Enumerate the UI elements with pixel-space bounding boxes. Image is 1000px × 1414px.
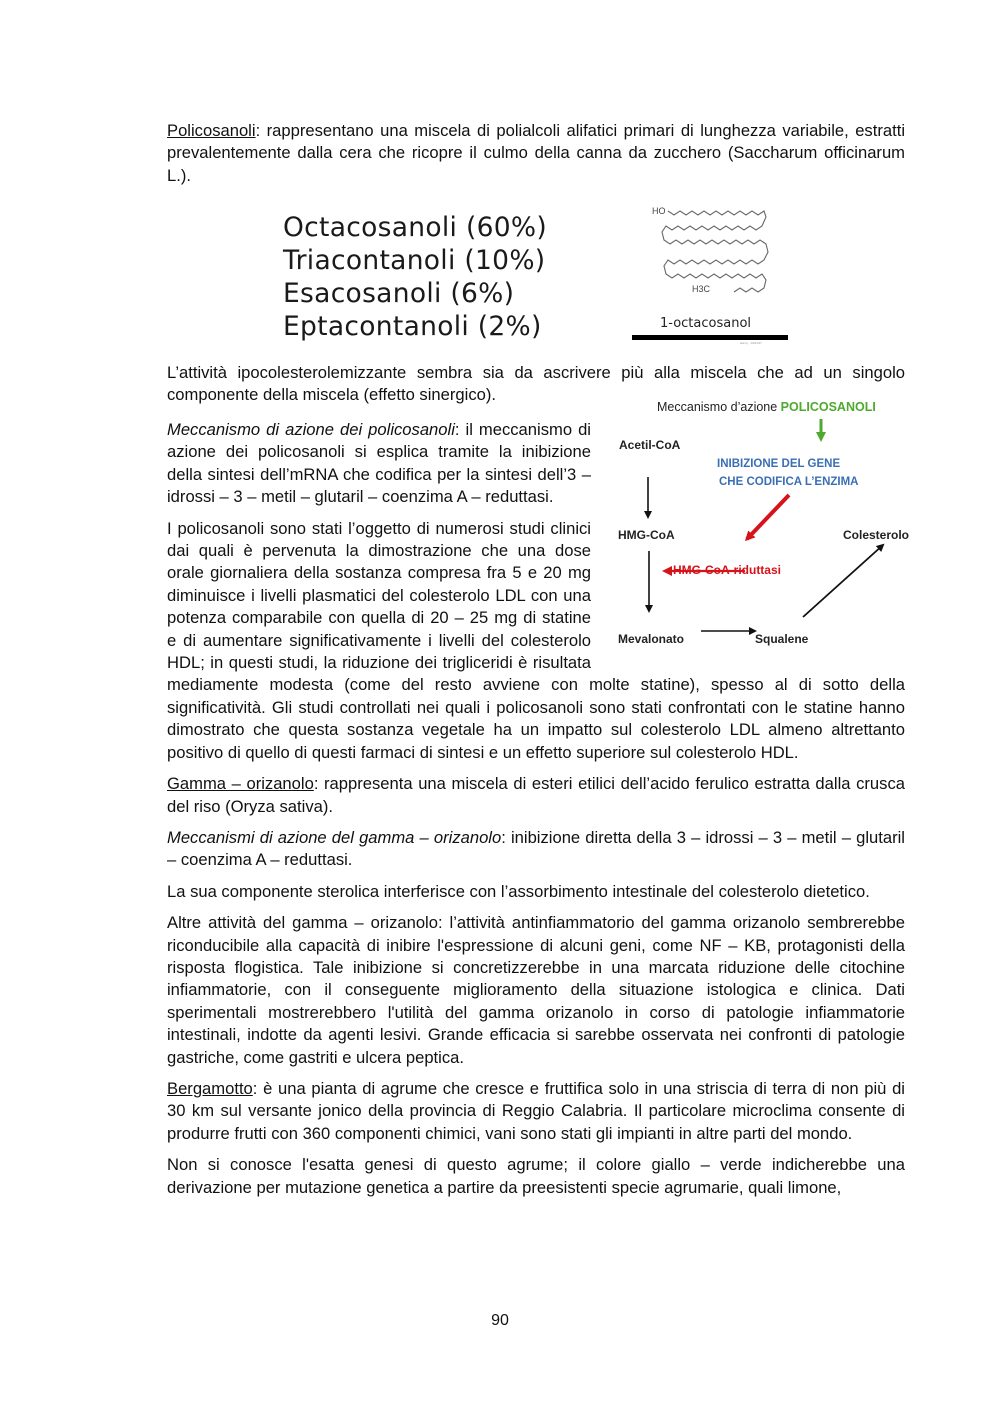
term-mechanism-policosanoli: Meccanismo di azione dei policosanoli — [167, 420, 455, 439]
arrow-squalene-to-colesterolo — [803, 545, 883, 617]
synergy-paragraph: L’attività ipocolesterolemizzante sembra sia da ascrivere più alla miscela che ad un singolo componente della miscela (effetto sinergico). — [167, 363, 905, 405]
inhibition-label-line2: CHE CODIFICA L’ENZIMA — [719, 476, 859, 488]
hydroxyl-label: HO — [652, 206, 666, 216]
page-number: 90 — [491, 1312, 509, 1329]
composition-item: Triacontanoli (10%) — [283, 245, 546, 276]
intro-policosanoli-text: : rappresentano una miscela di polialcoli alifatici primari di lunghezza variabile, estratti prevalentemente dalla cera che ricopre il culmo della canna da zucchero (Saccharum officinarum L.). — [167, 121, 905, 185]
mechanism-diagram — [605, 400, 925, 657]
squalene-label: Squalene — [755, 632, 809, 646]
colesterolo-label: Colesterolo — [843, 528, 910, 542]
intro-policosanoli-paragraph — [167, 120, 905, 187]
term-gamma-mechanism: Meccanismi di azione del gamma – orizanolo — [167, 827, 502, 847]
term-gamma-orizanolo: Gamma – orizanolo — [167, 774, 314, 794]
gamma-mechanism-text: : inibizione diretta della 3 – idrossi – 3 – metil – glutaril – coenzima A – reduttasi. — [167, 827, 905, 870]
mechanism-section — [167, 400, 910, 1199]
clinical-studies-paragraph: I policosanoli sono stati l’oggetto di numerosi studi clinici dai quali è pervenuta la dimostrazione che una dose orale giornaliera della sostanza compresa fra 5 e 20 mg diminuisce i livelli plasmatici del colesterolo LDL con una potenza comparabile con quella di 20 – 25 mg di statine e di aumentare significativamente i livelli del colesterolo HDL; in questi studi, la riduzione dei trigliceridi è risultata mediamente modesta (come del resto avviene con molte statine), spesso al di sotto della significatività. Gli studi controllati nei quali i policosanoli sono stati confrontati con le statine hanno dimostrato che questa sostanza vegetale ha un impatto sul colesterolo LDL almeno altrettanto positivo di quello di questi farmaci di sintesi e un effetto superiore sul colesterolo HDL. — [167, 518, 905, 762]
image-credit: alamy · RDF247 — [740, 341, 762, 345]
gamma-mechanism-paragraph — [167, 827, 905, 872]
composition-item: Octacosanoli (60%) — [283, 212, 548, 243]
mechanism-diagram-svg — [605, 400, 925, 657]
mechanism-policosanoli-text: : il meccanismo di azione dei policosanoli si esplica tramite la inibizione della sintesi dell’mRNA che codifica per la sintesi dell’3 – idrossi – 3 – metil – glutaril – coenzima A – reduttasi. — [167, 420, 591, 507]
reduttasi-label: HMG-CoA-riduttasi — [673, 563, 781, 577]
hmg-coa-label: HMG-CoA — [618, 528, 675, 542]
octacosanol-chain-drawing — [630, 200, 790, 345]
other-activities-paragraph: Altre attività del gamma – orizanolo: l’attività antinfiammatorio del gamma orizanolo sembrerebbe riconducibile alla capacità di inibire l'espressione di alcuni geni, come NF – KB, protagonisti della risposta flogistica. Tale inibizione si concretizzerebbe in una marcata riduzione delle citochine infiammatorie, con il conseguente miglioramento della situazione istologica e clinica. Dati sperimentali mostrerebbero l'utilità del gamma orizanolo in corso di patologie infiammatorie intestinali, indotte da agenti lesivi. Grande efficacia si sarebbe osservata nei confronti di patologie gastriche, come gastriti e ulcera peptica. — [167, 913, 905, 1067]
acetil-coa-label: Acetil-CoA — [619, 438, 681, 452]
genesis-paragraph: Non si conosce l'esatta genesi di questo agrume; il colore giallo – verde indicherebbe una derivazione per mutazione genetica a partire da preesistenti specie agrumarie, quali limone, — [167, 1155, 905, 1197]
diagram-title-highlight: POLICOSANOLI — [780, 400, 876, 414]
sterol-paragraph: La sua componente sterolica interferisce con l’assorbimento intestinale del colesterolo dietetico. — [167, 881, 870, 901]
gamma-orizanolo-text: : rappresenta una miscela di esteri etilici dell’acido ferulico estratta dalla crusca del riso (Oryza sativa). — [167, 774, 905, 816]
red-inhibition-arrow — [747, 495, 789, 539]
octacosanol-structure-figure — [630, 200, 790, 345]
bergamotto-paragraph — [167, 1078, 905, 1145]
mevalonato-label: Mevalonato — [618, 632, 685, 646]
molecule-caption: 1-octacosanol — [660, 316, 752, 331]
inhibition-label-line1: INIBIZIONE DEL GENE — [717, 458, 841, 470]
composition-list — [283, 211, 583, 343]
term-policosanoli: Policosanoli — [167, 121, 256, 140]
composition-item: Eptacontanoli (2%) — [283, 311, 542, 342]
diagram-title-text — [657, 400, 876, 414]
diagram-title-prefix: Meccanismo d’azione — [657, 400, 781, 414]
methyl-label: H3C — [692, 284, 711, 294]
gamma-orizanolo-paragraph — [167, 773, 905, 818]
composition-item: Esacosanoli (6%) — [283, 278, 515, 309]
bergamotto-text: : è una pianta di agrume che cresce e fruttifica solo in una striscia di terra di non più di 30 km sul versante jonico della provincia di Reggio Calabria. Il particolare microclima consente di produrre frutti con 360 componenti chimici, vani sono stati gli impianti in altre parti del mondo. — [167, 1078, 905, 1143]
term-bergamotto: Bergamotto — [167, 1078, 253, 1098]
caption-bar — [632, 335, 788, 340]
